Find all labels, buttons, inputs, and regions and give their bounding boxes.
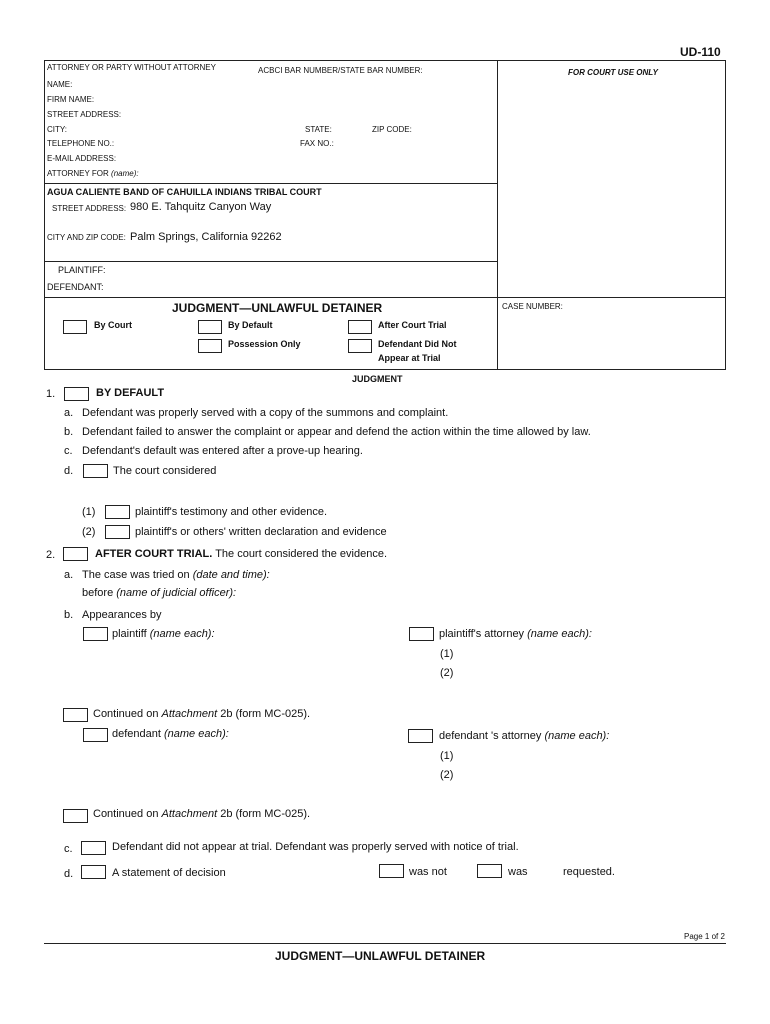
s1-a-letter: a. (64, 407, 74, 419)
s1-b-letter: b. (64, 426, 74, 438)
testimony-checkbox[interactable] (105, 505, 130, 519)
s2-c-text: Defendant did not appear at trial. Defendant was properly served with notice of trial. (112, 841, 519, 853)
s1-d1-number: (1) (82, 506, 96, 518)
header-right-border (725, 60, 726, 370)
s1-c-text: Defendant's default was entered after a prove-up hearing. (82, 445, 363, 457)
s1-d-letter: d. (64, 465, 74, 477)
by-court-label: By Court (94, 320, 132, 330)
requested-label: requested. (563, 866, 615, 878)
court-name: AGUA CALIENTE BAND OF CAHUILLA INDIANS TRIBAL COURT (47, 187, 322, 197)
written-declaration-checkbox[interactable] (105, 525, 130, 539)
court-city-value: Palm Springs, California 92262 (130, 231, 282, 243)
s2-a-text: The case was tried on (date and time): (82, 569, 270, 581)
footer-title: JUDGMENT—UNLAWFUL DETAINER (275, 949, 486, 963)
title-box-bottom (44, 369, 726, 370)
attorney-for-label: ATTORNEY FOR (name): (47, 169, 139, 178)
by-default-checkbox[interactable] (198, 320, 222, 334)
plaintiff-appearance-checkbox[interactable] (83, 627, 108, 641)
after-court-trial-section-checkbox[interactable] (63, 547, 88, 561)
s1-c-letter: c. (64, 445, 73, 457)
defendant-not-appear-checkbox[interactable] (348, 339, 372, 353)
defendant-attorney-1: (1) (440, 750, 454, 762)
fax-label: FAX NO.: (300, 139, 334, 148)
telephone-label: TELEPHONE NO.: (47, 139, 115, 148)
s1-d1-text: plaintiff's testimony and other evidence. (135, 506, 328, 518)
attorney-box-bottom (44, 183, 497, 184)
s2-b-text: Appearances by (82, 609, 162, 621)
s1-d-text: The court considered (113, 465, 217, 477)
page-number: Page 1 of 2 (684, 932, 725, 941)
s1-a-text: Defendant was properly served with a copy of the summons and complaint. (82, 407, 449, 419)
after-court-trial-checkbox[interactable] (348, 320, 372, 334)
judgment-title: JUDGMENT—UNLAWFUL DETAINER (172, 301, 383, 315)
city-label: CITY: (47, 125, 68, 134)
s2-d-text: A statement of decision (112, 867, 226, 879)
plaintiff-attorney-2: (2) (440, 667, 454, 679)
section-1-number: 1. (46, 388, 56, 400)
was-not-label: was not (409, 866, 447, 878)
zip-label: ZIP CODE: (372, 125, 412, 134)
possession-only-label: Possession Only (228, 339, 301, 349)
section-1-title: BY DEFAULT (96, 387, 165, 399)
judgment-heading: JUDGMENT (352, 374, 403, 384)
s2-d-letter: d. (64, 868, 74, 880)
s2-c-letter: c. (64, 843, 73, 855)
state-label: STATE: (305, 125, 332, 134)
s2-a-letter: a. (64, 569, 74, 581)
defendant-not-appear-label-1: Defendant Did Not (378, 339, 457, 349)
court-city-label: CITY AND ZIP CODE: (47, 233, 126, 242)
plaintiff-attorney-label: plaintiff's attorney (name each): (439, 628, 592, 640)
court-street-label: STREET ADDRESS: (52, 204, 127, 213)
by-default-section-checkbox[interactable] (64, 387, 89, 401)
plaintiff-attorney-1: (1) (440, 648, 454, 660)
parties-box-bottom (44, 297, 726, 298)
by-court-checkbox[interactable] (63, 320, 87, 334)
defendant-continued-text: Continued on Attachment 2b (form MC-025). (93, 808, 311, 820)
plaintiff-continued-checkbox[interactable] (63, 708, 88, 722)
form-id: UD-110 (680, 45, 721, 59)
firm-name-label: FIRM NAME: (47, 95, 95, 104)
court-use-divider (497, 60, 498, 370)
s1-d2-number: (2) (82, 526, 96, 538)
after-court-trial-label: After Court Trial (378, 320, 447, 330)
email-label: E-MAIL ADDRESS: (47, 154, 117, 163)
was-not-checkbox[interactable] (379, 864, 404, 878)
possession-only-checkbox[interactable] (198, 339, 222, 353)
was-checkbox[interactable] (477, 864, 502, 878)
court-street-value: 980 E. Tahquitz Canyon Way (130, 201, 272, 213)
court-box-bottom (44, 261, 497, 262)
s2-before-text: before (name of judicial officer): (82, 587, 237, 599)
name-label: NAME: (47, 80, 73, 89)
section-2-number: 2. (46, 549, 56, 561)
defendant-appearance-label: defendant (name each): (112, 728, 229, 740)
was-label: was (508, 866, 528, 878)
bar-number-label: ACBCI BAR NUMBER/STATE BAR NUMBER: (258, 66, 423, 75)
header-left-border (44, 60, 45, 370)
statement-of-decision-checkbox[interactable] (81, 865, 106, 879)
s1-b-text: Defendant failed to answer the complaint or appear and defend the action within the time allowed by law. (82, 426, 591, 438)
s1-d2-text: plaintiff's or others' written declaration and evidence (135, 526, 387, 538)
plaintiff-label: PLAINTIFF: (58, 265, 106, 275)
defendant-attorney-label: defendant 's attorney (name each): (439, 730, 610, 742)
defendant-label: DEFENDANT: (47, 282, 104, 292)
section-2-title: AFTER COURT TRIAL. The court considered the evidence. (95, 548, 388, 560)
defendant-not-appear-label-2: Appear at Trial (378, 353, 441, 363)
defendant-appearance-checkbox[interactable] (83, 728, 108, 742)
header-top-border (44, 60, 726, 61)
court-use-label: FOR COURT USE ONLY (568, 68, 658, 77)
defendant-attorney-2: (2) (440, 769, 454, 781)
case-number-label: CASE NUMBER: (502, 302, 563, 311)
plaintiff-appearance-label: plaintiff (name each): (112, 628, 215, 640)
by-default-label: By Default (228, 320, 273, 330)
footer-rule (44, 943, 726, 944)
defendant-attorney-checkbox[interactable] (408, 729, 433, 743)
plaintiff-continued-text: Continued on Attachment 2b (form MC-025). (93, 708, 311, 720)
did-not-appear-checkbox[interactable] (81, 841, 106, 855)
s2-b-letter: b. (64, 609, 74, 621)
defendant-continued-checkbox[interactable] (63, 809, 88, 823)
court-considered-checkbox[interactable] (83, 464, 108, 478)
street-address-label: STREET ADDRESS: (47, 110, 122, 119)
plaintiff-attorney-checkbox[interactable] (409, 627, 434, 641)
attorney-label: ATTORNEY OR PARTY WITHOUT ATTORNEY (47, 63, 216, 72)
